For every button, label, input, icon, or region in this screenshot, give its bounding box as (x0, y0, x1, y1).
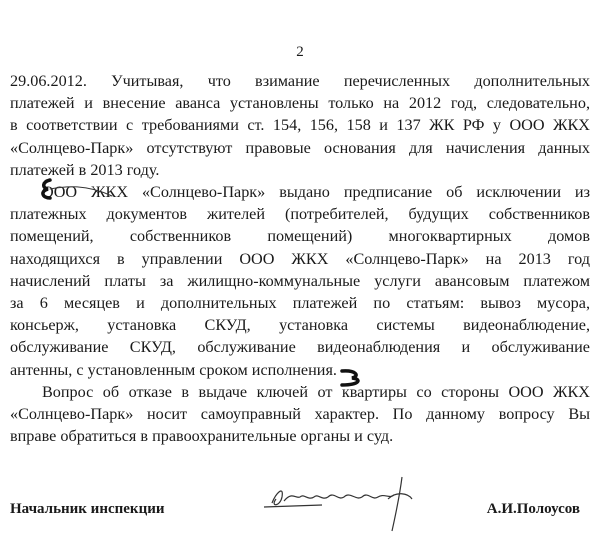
text-line: консьерж, установка СКУД, установка системы видеонаблюдение, (10, 316, 590, 335)
text-line: «Солнцево-Парк» отсутствуют правовые основания для начисления данных (10, 138, 590, 157)
letter-body (10, 70, 590, 447)
text-line: обслуживание СКУД, обслуживание видеонаблюдения и обслуживание (10, 338, 590, 357)
signatory-name: А.И.Полоусов (486, 501, 580, 517)
text-line: находящихся в управлении ООО ЖКХ «Солнцево-Парк» на 2013 год (10, 249, 590, 268)
text-line: помещений, собственников помещений) многоквартирных домов (10, 227, 590, 246)
handwritten-bracket-mark (36, 176, 116, 202)
page-number: 2 (296, 44, 304, 60)
text-line: ООО ЖКХ «Солнцево-Парк» выдано предписание об исключении из (42, 183, 590, 202)
text-line: вправе обратиться в правоохранительные органы и суд. (10, 427, 394, 446)
text-line: за 6 месяцев и дополнительных платежей по статьям: вывоз мусора, (10, 294, 590, 313)
text-line: платежных документов жителей (потребителей, будущих собственников (10, 205, 590, 224)
text-line: начислений платы за жилищно-коммунальные услуги авансовым платежом (10, 271, 590, 290)
signatory-title: Начальник инспекции (10, 501, 165, 517)
handwritten-signature-icon (262, 473, 442, 533)
paragraph-3 (10, 381, 590, 448)
signature-block (10, 495, 590, 535)
paragraph-1 (10, 70, 590, 181)
text-line: платежей в 2013 году. (10, 160, 160, 179)
text-line: в соответствии с требованиями ст. 154, 156, 158 и 137 ЖК РФ у ООО ЖКХ (10, 116, 590, 135)
text-line: Вопрос об отказе в выдаче ключей от квартиры со стороны ООО ЖКХ (42, 382, 590, 401)
text-line: «Солнцево-Парк» носит самоуправный характер. По данному вопросу Вы (10, 405, 590, 424)
text-line: платежей и внесение аванса установлены только на 2012 год, следовательно, (10, 94, 590, 113)
paragraph-2 (10, 181, 590, 381)
text-line: антенны, с установленным сроком исполнения. (10, 360, 337, 379)
text-line: 29.06.2012. Учитывая, что взимание перечисленных дополнительных (10, 72, 590, 90)
handwritten-close-mark (338, 368, 368, 388)
